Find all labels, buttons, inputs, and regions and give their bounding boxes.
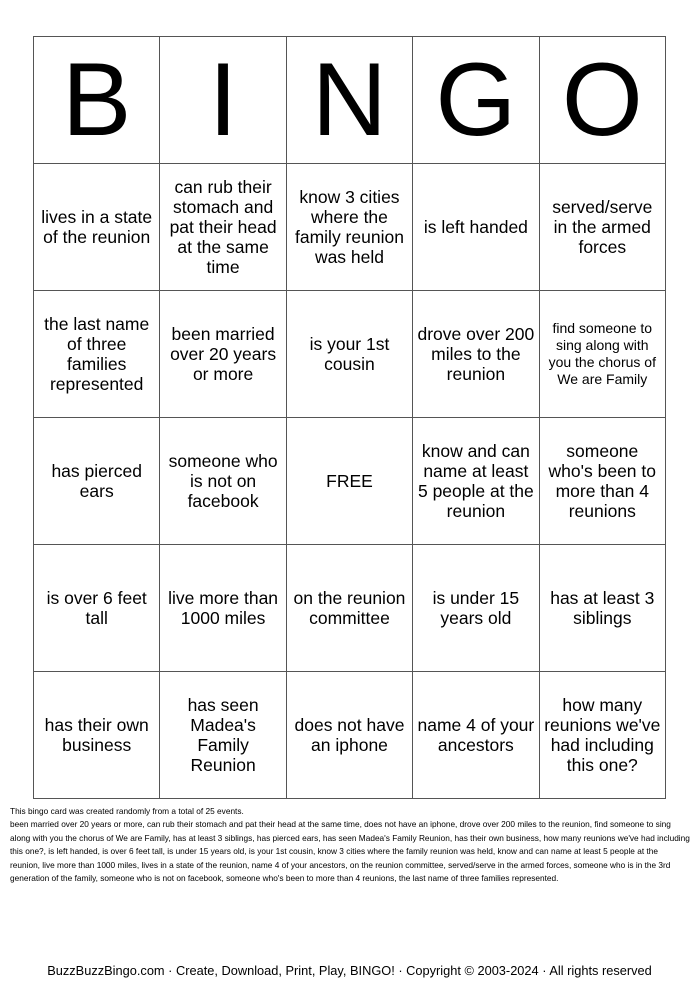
bingo-cell: name 4 of your ancestors [413, 672, 539, 799]
description-intro: This bingo card was created randomly from a total of 25 events. [10, 806, 244, 816]
bingo-cell: know and can name at least 5 people at the reunion [413, 418, 539, 545]
bingo-cell: has their own business [34, 672, 160, 799]
bingo-row [34, 418, 666, 545]
header-letter: B [34, 37, 160, 164]
bingo-cell: been married over 20 years or more [160, 291, 286, 418]
bingo-cell: lives in a state of the reunion [34, 164, 160, 291]
bingo-cell: is left handed [413, 164, 539, 291]
event-list: been married over 20 years or more, can rub their stomach and pat their head at the same time, does not have an iphone, drove over 200 miles to the reunion, find someone to sing along with you the chorus of We are Family, has at least 3 siblings, has pierced ears, has seen Madea's Family Reunion, has their own business, how many reunions we've had including this one?, is left handed, is over 6 feet tall, is under 15 years old, is your 1st cousin, know 3 cities where the family reunion was held, know and can name at least 5 people at the reunion, live more than 1000 miles, lives in a state of the reunion, name 4 of your ancestors, on the reunion committee, served/serve in the armed forces, someone who is in the 3rd generation of the family, someone who is not on facebook, someone who's been to more than 4 reunions, the last name of three families represented. [10, 819, 690, 884]
header-letter: O [539, 37, 665, 164]
bingo-cell: drove over 200 miles to the reunion [413, 291, 539, 418]
bingo-cell: someone who is not on facebook [160, 418, 286, 545]
bingo-cell: someone who's been to more than 4 reunions [539, 418, 665, 545]
bingo-cell: has at least 3 siblings [539, 545, 665, 672]
bingo-cell: is your 1st cousin [286, 291, 412, 418]
bingo-cell: served/serve in the armed forces [539, 164, 665, 291]
bingo-cell: find someone to sing along with you the chorus of We are Family [539, 291, 665, 418]
free-space-cell: FREE [286, 418, 412, 545]
bingo-cell: is over 6 feet tall [34, 545, 160, 672]
bingo-cell: does not have an iphone [286, 672, 412, 799]
bingo-cell: has pierced ears [34, 418, 160, 545]
bingo-row [34, 545, 666, 672]
bingo-cell: how many reunions we've had including this one? [539, 672, 665, 799]
header-letter: G [413, 37, 539, 164]
bingo-row [34, 672, 666, 799]
bingo-cell: live more than 1000 miles [160, 545, 286, 672]
bingo-cell: is under 15 years old [413, 545, 539, 672]
bingo-row [34, 291, 666, 418]
bingo-cell: know 3 cities where the family reunion was held [286, 164, 412, 291]
footer-copyright: BuzzBuzzBingo.com · Create, Download, Print, Play, BINGO! · Copyright © 2003-2024 · All rights reserved [47, 963, 652, 978]
bingo-header-row [34, 37, 666, 164]
card-description [10, 805, 690, 885]
bingo-cell: on the reunion committee [286, 545, 412, 672]
bingo-cell: can rub their stomach and pat their head at the same time [160, 164, 286, 291]
bingo-row [34, 164, 666, 291]
header-letter: I [160, 37, 286, 164]
header-letter: N [286, 37, 412, 164]
bingo-cell: has seen Madea's Family Reunion [160, 672, 286, 799]
bingo-card [33, 36, 666, 799]
bingo-cell: the last name of three families represented [34, 291, 160, 418]
